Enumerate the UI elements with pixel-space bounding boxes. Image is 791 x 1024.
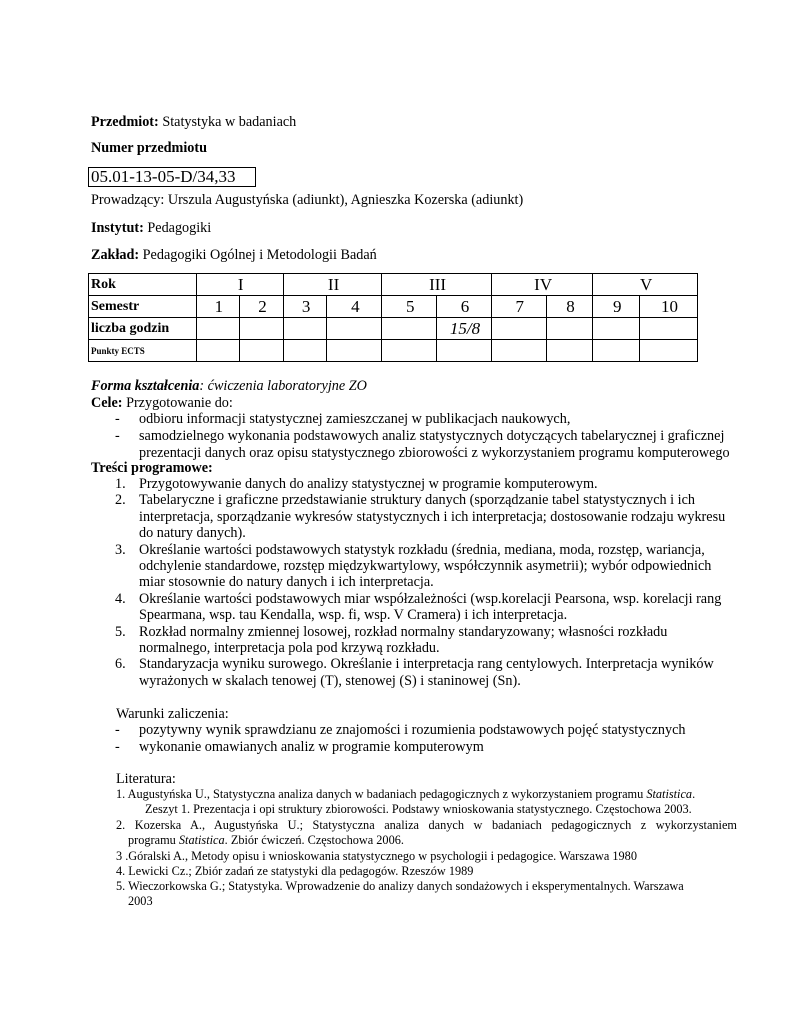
content-item-text: Określanie wartości podstawowych statystyk rozkładu (średnia, mediana, moda, rozstęp, wariancja, [139,541,705,558]
content-item-number: 1. [115,476,126,492]
content-item-number: 2. [115,492,126,509]
ects-cell [327,340,382,362]
ects-cell [640,340,698,362]
lit-item-3: 3 .Góralski A., Metody opisu i wnioskowania statystycznego w psychologii i pedagogice. Warszawa 1980 [116,849,637,863]
hours-row [89,318,698,340]
goals-line [91,395,233,411]
semester-cell: 6 [437,296,492,318]
ects-cell [382,340,437,362]
form-label: Forma kształcenia [91,378,200,394]
hours-cell [640,318,698,340]
ects-cell [593,340,640,362]
department-value: Pedagogiki Ogólnej i Metodologii Badań [142,247,377,263]
number-label: Numer przedmiotu [91,140,207,156]
content-item-text: interpretacja, sporządzanie wykresów statystycznych i ich interpretacja; dostosowanie rodzaju wykresu [139,508,726,525]
ects-cell [491,340,546,362]
ects-cell [437,340,492,362]
lit-item-5: 5. Wieczorkowska G.; Statystyka. Wprowadzenie do analizy danych sondażowych i eksperymentalnych. Warszawa [116,879,684,893]
course-number-box: 05.01-13-05-D/34,33 [88,167,256,187]
lecturers-label: Prowadzący: [91,192,165,208]
lecturers-value: Urszula Augustyńska (adiunkt), Agnieszka Kozerska (adiunkt) [167,192,524,208]
content-item-text: Spearmana, wsp. tau Kendalla, wsp. fi, wsp. V Cramera) i ich interpretacja. [139,607,568,624]
subject-label: Przedmiot: [91,114,159,130]
content-item-text: normalnego, interpretacja pola pod krzywą rozkładu. [139,640,440,656]
institute-value: Pedagogiki [147,220,212,236]
year-row [89,274,698,296]
lecturers-line [91,192,523,208]
form-value: : ćwiczenia laboratoryjne ZO [199,378,367,394]
content-item-text: Rozkład normalny zmiennej losowej, rozkład normalny standaryzowany; własności rozkładu [139,623,668,640]
hours-cell [283,318,327,340]
ects-row [89,340,698,362]
institute-label: Instytut: [91,220,144,236]
hours-cell [196,318,240,340]
lit-item-1-cont: Zeszyt 1. Prezentacja i opi struktury zbiorowości. Podstawy wnioskowania statystycznego. Częstochowa 2003. [145,802,692,816]
semester-cell: 3 [283,296,327,318]
content-item-text: miar stosownie do natury danych i ich interpretacja. [139,574,434,591]
content-item-text: Określanie wartości podstawowych miar współzależności (wsp.korelacji Pearsona, wsp. korelacji rang [139,590,722,607]
semester-cell: 7 [491,296,546,318]
semester-row [89,296,698,318]
ects-cell [196,340,240,362]
subject-value: Statystyka w badaniach [162,114,297,130]
form-line [91,378,367,394]
hours-cell [491,318,546,340]
row-label-year: Rok [89,274,197,296]
semester-cell: 9 [593,296,640,318]
goals-intro: Przygotowanie do: [126,395,233,411]
semester-cell: 1 [196,296,240,318]
conditions-label: Warunki zaliczenia: [116,706,229,722]
content-item-text: Standaryzacja wyniku surowego. Określanie i interpretacja rang centylowych. Interpretacja wyników [139,656,714,673]
row-label-hours: liczba godzin [89,318,197,340]
hours-cell [546,318,593,340]
content-item-number: 6. [115,656,126,673]
content-item-text: Tabelaryczne i graficzne przedstawianie struktury danych (sporządzanie tabel statystycznych i ich [139,492,696,509]
content-item-number: 4. [115,590,126,607]
year-cell: III [382,274,492,296]
row-label-ects: Punkty ECTS [89,340,197,362]
year-cell: I [196,274,283,296]
content-label: Treści programowe: [91,460,213,476]
lit-item-4: 4. Lewicki Cz.; Zbiór zadań ze statystyki dla pedagogów. Rzeszów 1989 [116,864,474,878]
institute-line [91,220,211,236]
row-label-semester: Semestr [89,296,197,318]
ects-cell [283,340,327,362]
lit-item-1: 1. Augustyńska U., Statystyczna analiza danych w badaniach pedagogicznych z wykorzystaniem programu Statistica. [116,787,696,801]
ects-cell [546,340,593,362]
content-item-number: 5. [115,623,126,640]
ects-cell [240,340,284,362]
hours-cell [327,318,382,340]
hours-cell [382,318,437,340]
lit-item-2-cont: programu Statistica. Zbiór ćwiczeń. Częstochowa 2006. [128,833,404,847]
goals-label: Cele: [91,395,123,411]
department-line [91,247,377,263]
hours-cell [593,318,640,340]
lit-item-2: 2. Kozerska A., Augustyńska U.; Statystyczna analiza danych w badaniach pedagogicznych z wykorzystaniem [116,818,737,832]
content-item-text: Przygotowywanie danych do analizy statystycznej w programie komputerowym. [139,476,598,492]
schedule-table [88,273,698,362]
subject-line [91,114,296,130]
content-item-number: 3. [115,541,126,558]
hours-cell: 15/8 [437,318,492,340]
year-cell: II [283,274,381,296]
semester-cell: 4 [327,296,382,318]
hours-cell [240,318,284,340]
content-item-text: wyrażonych w skalach tenowej (T), stenowej (S) i staninowej (Sn). [139,672,521,689]
semester-cell: 8 [546,296,593,318]
semester-cell: 10 [640,296,698,318]
year-cell: IV [491,274,592,296]
lit-item-5-cont: 2003 [128,894,153,908]
content-item-text: do natury danych). [139,525,246,542]
literature-label: Literatura: [116,771,176,787]
semester-cell: 5 [382,296,437,318]
content-item-text: odchylenie standardowe, rozstęp międzykwartylowy, współczynnik asymetrii); wybór odpowiednich [139,558,712,574]
department-label: Zakład: [91,247,140,263]
semester-cell: 2 [240,296,284,318]
year-cell: V [593,274,698,296]
